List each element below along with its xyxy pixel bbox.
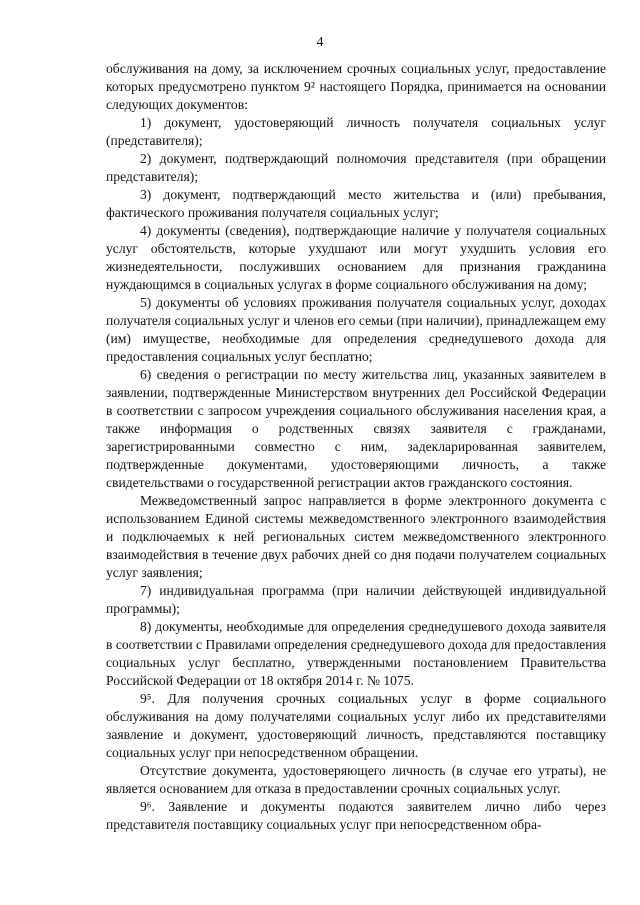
paragraph-item-5: 5) документы об условиях проживания получателя социальных услуг, доходах получателя социальных услуг и членов его семьи (при наличии), принадлежащем ему (им) имуществе, необходимые для определения среднедушевого дохода для предоставления социальных услуг бесплатно; xyxy=(106,295,606,364)
paragraph-clause-9-6: 9⁶. Заявление и документы подаются заявителем лично либо через представителя поставщику социальных услуг при непосредственном обра- xyxy=(106,799,606,832)
paragraph-item-6: 6) сведения о регистрации по месту жительства лиц, указанных заявителем в заявлении, подтвержденные Министерством внутренних дел Российской Федерации в соответствии с запросом учреждения социального обслуживания населения края, а также информация о родственных связях заявителя с гражданами, зарегистрированными совместно с ним, задекларированная заявителем, подтвержденные документами, удостоверяющими личность, а также свидетельствами о государственной регистрации актов гражданского состояния. xyxy=(106,367,606,490)
paragraph-intro: обслуживания на дому, за исключением срочных социальных услуг, предоставление которых предусмотрено пунктом 9² настоящего Порядка, принимается на основании следующих документов: xyxy=(106,61,606,112)
paragraph-item-1: 1) документ, удостоверяющий личность получателя социальных услуг (представителя); xyxy=(106,115,606,148)
paragraph-clause-9-5: 9⁵. Для получения срочных социальных услуг в форме социального обслуживания на дому получателями социальных услуг либо их представителями заявление и документ, удостоверяющий личность, представляются поставщику социальных услуг при непосредственном обращении. xyxy=(106,691,606,760)
paragraph-item-2: 2) документ, подтверждающий полномочия представителя (при обращении представителя); xyxy=(106,151,606,184)
paragraph-item-8: 8) документы, необходимые для определения среднедушевого дохода заявителя в соответствии с Правилами определения среднедушевого дохода для предоставления социальных услуг бесплатно, утвержденными постановлением Правительства Российской Федерации от 18 октября 2014 г. № 1075. xyxy=(106,619,606,688)
paragraph-missing-document: Отсутствие документа, удостоверяющего личность (в случае его утраты), не является основанием для отказа в предоставлении срочных социальных услуг. xyxy=(106,763,606,796)
paragraph-item-7: 7) индивидуальная программа (при наличии действующей индивидуальной программы); xyxy=(106,583,606,616)
document-body xyxy=(106,60,606,834)
page-number: 4 xyxy=(316,35,324,50)
paragraph-item-3: 3) документ, подтверждающий место жительства и (или) пребывания, фактического проживания получателя социальных услуг; xyxy=(106,187,606,220)
paragraph-item-4: 4) документы (сведения), подтверждающие наличие у получателя социальных услуг обстоятельств, которые ухудшают или могут ухудшить условия его жизнедеятельности, послуживших основанием для признания гражданина нуждающимся в социальных услугах в форме социального обслуживания на дому; xyxy=(106,223,606,292)
paragraph-interagency-request: Межведомственный запрос направляется в форме электронного документа с использованием Единой системы межведомственного электронного взаимодействия и подключаемых к ней региональных систем межведомственного электронного взаимодействия в течение двух рабочих дней со дня подачи получателем социальных услуг заявления; xyxy=(106,493,606,580)
